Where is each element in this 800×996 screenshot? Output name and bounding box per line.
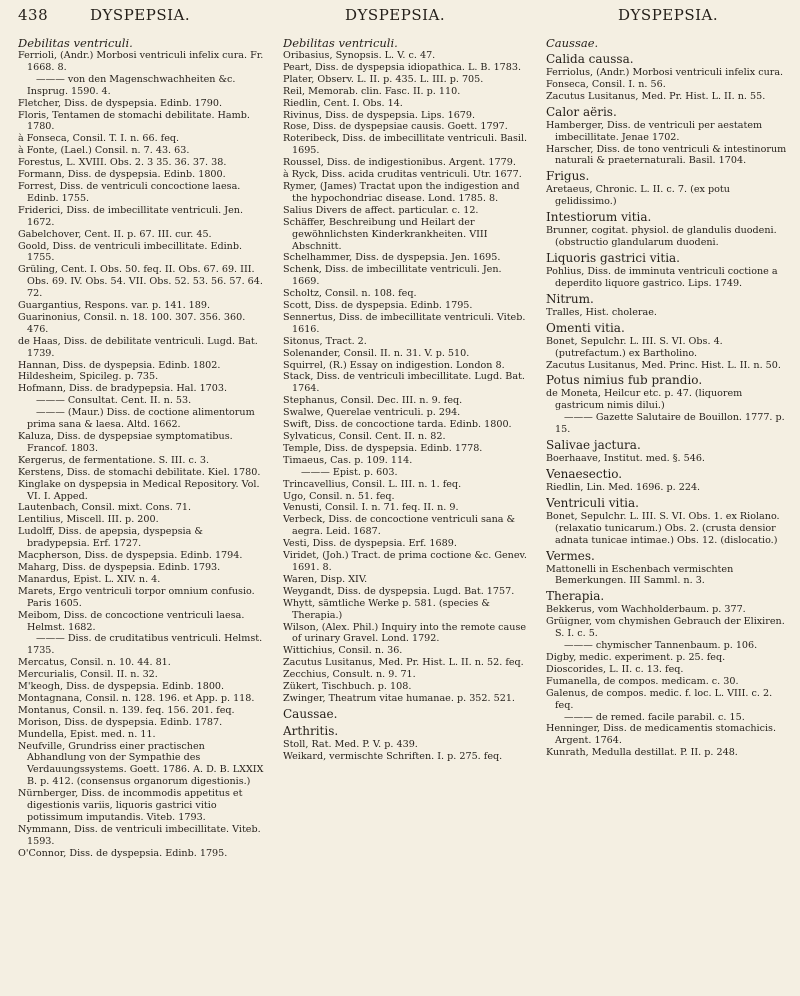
bibliography-entry: Dioscorides, L. II. c. 13. feq.: [546, 663, 684, 675]
bibliography-entry: Guarinonius, Consil. n. 18. 100. 307. 356. 360. 476.: [18, 311, 246, 335]
text-column-left: [18, 36, 266, 991]
bibliography-entry: Weikard, vermischte Schriften. I. p. 275. feq.: [283, 750, 503, 762]
bibliography-entry: Hofmann, Diss. de bradypepsia. Hal. 1703.: [18, 383, 228, 395]
bibliography-entry: Sitonus, Tract. 2.: [283, 335, 367, 347]
bibliography-entry: à Fonte, (Lael.) Consil. n. 7. 43. 63.: [18, 145, 190, 157]
bibliography-entry: ——— Consultat. Cent. II. n. 53.: [36, 395, 192, 407]
running-title-right: DYSPEPSIA.: [618, 6, 719, 24]
bibliography-entry: Lentilius, Miscell. III. p. 200.: [18, 514, 159, 526]
bibliography-entry: ——— von den Magenschwachheiten &c. Insprug. 1590. 4.: [27, 73, 236, 97]
bibliography-entry: Fonseca, Consil. I. n. 56.: [546, 78, 666, 90]
bibliography-entry: Hamberger, Diss. de ventriculi per aestatem imbecillitate. Jenae 1702.: [546, 119, 763, 143]
bibliography-entry: Scholtz, Consil. n. 108. feq.: [283, 288, 417, 300]
bibliography-entry: Mercurialis, Consil. II. n. 32.: [18, 669, 158, 681]
bibliography-entry: Reil, Memorab. clin. Fasc. II. p. 110.: [283, 85, 461, 97]
bibliography-entry: Riedlin, Lin. Med. 1696. p. 224.: [546, 481, 701, 493]
bibliography-entry: Bonet, Sepulchr. L. III. S. VI. Obs. 4. (putrefactum.) ex Bartholino.: [546, 335, 723, 359]
bibliography-entry: Ugo, Consil. n. 51. feq.: [283, 490, 395, 502]
bibliography-entry: à Fonseca, Consil. T. I. n. 66. feq.: [18, 133, 180, 145]
bibliography-entry: ——— Gazette Salutaire de Bouillon. 1777. p. 15.: [555, 412, 785, 436]
subject-heading: Calida caussa.: [546, 52, 634, 66]
bibliography-entry: Roteribeck, Diss. de imbecillitate ventriculi. Basil. 1695.: [283, 133, 528, 157]
bibliography-entry: Meibom, Diss. de concoctione ventriculi laesa. Helmst. 1682.: [18, 609, 245, 633]
bibliography-entry: Maharg, Diss. de dyspepsia. Edinb. 1793.: [18, 561, 221, 573]
bibliography-entry: à Ryck, Diss. acida cruditas ventriculi. Utr. 1677.: [283, 169, 522, 181]
bibliography-entry: Ferriolus, (Andr.) Morbosi ventriculi infelix cura.: [546, 67, 784, 78]
bibliography-entry: Stephanus, Consil. Dec. III. n. 9. feq.: [283, 395, 463, 407]
bibliography-entry: Squirrel, (R.) Essay on indigestion. London 8.: [283, 359, 505, 371]
bibliography-entry: Ludolff, Diss. de apepsia, dyspepsia & bradypepsia. Erf. 1727.: [18, 526, 203, 550]
bibliography-entry: Bekkerus, vom Wachholderbaum. p. 377.: [546, 604, 746, 616]
subject-heading: Nitrum.: [546, 291, 594, 306]
text-column-right: [546, 36, 792, 991]
running-title-left: DYSPEPSIA.: [90, 6, 191, 24]
bibliography-entry: O'Connor, Diss. de dyspepsia. Edinb. 1795.: [18, 847, 228, 859]
subject-heading: Potus nimius fub prandio.: [546, 373, 703, 388]
bibliography-entry: Henninger, Diss. de medicamentis stomachicis. Argent. 1764.: [546, 723, 777, 747]
bibliography-entry: M'keogh, Diss. de dyspepsia. Edinb. 1800.: [18, 681, 225, 693]
bibliography-entry: Kinglake on dyspepsia in Medical Repository. Vol. VI. I. Apped.: [18, 478, 260, 502]
bibliography-entry: Oribasius, Synopsis. L. V. c. 47.: [283, 50, 436, 61]
bibliography-entry: Wilson, (Alex. Phil.) Inquiry into the remote cause of urinary Gravel. Lond. 1792.: [283, 621, 527, 645]
bibliography-entry: Sennertus, Diss. de imbecillitate ventriculi. Viteb. 1616.: [283, 311, 526, 335]
bibliography-entry: Rose, Diss. de dyspepsiae causis. Goett. 1797.: [283, 121, 508, 133]
bibliography-entry: Macpherson, Diss. de dyspepsia. Edinb. 1794.: [18, 550, 243, 562]
bibliography-entry: Formann, Diss. de dyspepsia. Edinb. 1800.: [18, 169, 226, 181]
bibliography-entry: Zacutus Lusitanus, Med. Pr. Hist. L. II. n. 55.: [546, 90, 766, 102]
bibliography-entry: Salius Divers de affect. particular. c. 12.: [283, 204, 479, 216]
subject-heading: Ventriculi vitia.: [546, 495, 639, 510]
subject-heading: Vermes.: [546, 548, 595, 563]
bibliography-entry: Riedlin, Cent. I. Obs. 14.: [283, 97, 403, 109]
bibliography-entry: ——— de remed. facile parabil. c. 15.: [564, 711, 745, 723]
bibliography-entry: Boerhaave, Institut. med. §. 546.: [546, 453, 705, 465]
bibliography-entry: Zükert, Tischbuch. p. 108.: [283, 681, 412, 693]
subject-heading: Salivae jactura.: [546, 438, 641, 453]
bibliography-entry: Temple, Diss. de dyspepsia. Edinb. 1778.: [283, 442, 483, 454]
bibliography-entry: Zacutus Lusitanus, Med. Pr. Hist. L. II. n. 52. feq.: [283, 657, 524, 669]
subject-heading: Therapia.: [546, 589, 605, 604]
bibliography-entry: ——— (Maur.) Diss. de coctione alimentorum prima sana & laesa. Altd. 1662.: [27, 407, 255, 431]
bibliography-entry: Swalwe, Querelae ventriculi. p. 294.: [283, 407, 461, 419]
bibliography-entry: Montagnana, Consil. n. 128. 196. et App. p. 118.: [18, 692, 255, 704]
bibliography-entry: Kergerus, de fermentatione. S. III. c. 3.: [18, 454, 210, 466]
bibliography-entry: Fumanella, de compos. medicam. c. 30.: [546, 675, 739, 687]
subject-heading: Caussae.: [283, 706, 338, 721]
bibliography-entry: Weygandt, Diss. de dyspepsia. Lugd. Bat. 1757.: [283, 585, 515, 597]
subject-heading: Liquoris gastrici vitia.: [546, 250, 680, 265]
bibliography-entry: Aretaeus, Chronic. L. II. c. 7. (ex potu gelidissimo.): [546, 184, 730, 208]
bibliography-entry: Marets, Ergo ventriculi torpor omnium confusio. Paris 1605.: [18, 585, 255, 609]
bibliography-entry: Schenk, Diss. de imbecillitate ventriculi. Jen. 1669.: [283, 264, 502, 288]
bibliography-entry: Solenander, Consil. II. n. 31. V. p. 510.: [283, 347, 470, 359]
bibliography-entry: Neufville, Grundriss einer practischen Abhandlung von der Sympathie des Verdauungssystems. Goett. 1786. A. D. B. LXXIX B. p. 412. (consensus organorum digestionis.): [18, 740, 264, 788]
bibliography-entry: Friderici, Diss. de imbecillitate ventriculi. Jen. 1672.: [18, 204, 244, 228]
bibliography-entry: Montanus, Consil. n. 139. feq. 156. 201. feq.: [18, 704, 235, 716]
bibliography-entry: Plater, Observ. L. II. p. 435. L. III. p. 705.: [283, 73, 484, 85]
bibliography-entry: Trincavellius, Consil. L. III. n. 1. feq.: [283, 478, 462, 490]
bibliography-entry: Nymmann, Diss. de ventriculi imbecillitate. Viteb. 1593.: [18, 823, 261, 847]
bibliography-entry: Kunrath, Medulla destillat. P. II. p. 248.: [546, 747, 738, 759]
bibliography-entry: Venusti, Consil. I. n. 71. feq. II. n. 9.: [283, 502, 459, 514]
bibliography-entry: Rivinus, Diss. de dyspepsia. Lips. 1679.: [283, 109, 476, 121]
bibliography-entry: Whytt, sämtliche Werke p. 581. (species & Therapia.): [283, 597, 490, 621]
bibliography-entry: Guargantius, Respons. var. p. 141. 189.: [18, 300, 211, 312]
bibliography-entry: Nürnberger, Diss. de incommodis appetitus et digestionis variis, liquoris gastrici vitio potissimum imputandis. Viteb. 1793.: [18, 788, 243, 823]
bibliography-entry: Timaeus, Cas. p. 109. 114.: [283, 454, 413, 466]
bibliography-entry: Forrest, Diss. de ventriculi concoctione laesa. Edinb. 1755.: [18, 180, 241, 204]
running-title-center: DYSPEPSIA.: [345, 6, 446, 24]
bibliography-entry: Grüling, Cent. I. Obs. 50. feq. II. Obs. 67. 69. III. Obs. 69. IV. Obs. 54. VII. Obs. 52. 53. 56. 57. 64. 72.: [18, 264, 263, 300]
section-heading: Debilitas ventriculi.: [18, 36, 133, 50]
bibliography-entry: Wittichius, Consil. n. 36.: [283, 645, 403, 657]
bibliography-entry: Gabelchover, Cent. II. p. 67. III. cur. 45.: [18, 228, 212, 240]
bibliography-entry: de Moneta, Heilcur etc. p. 47. (liquorem gastricum nimis dilui.): [546, 388, 743, 412]
bibliography-entry: Vesti, Diss. de dyspepsia. Erf. 1689.: [283, 538, 457, 550]
bibliography-entry: Ferrioli, (Andr.) Morbosi ventriculi infelix cura. Fr. 1668. 8.: [18, 50, 264, 73]
bibliography-entry: Mattonelli in Eschenbach vermischten Bemerkungen. III Samml. n. 3.: [546, 563, 734, 587]
bibliography-entry: Scott, Diss. de dyspepsia. Edinb. 1795.: [283, 300, 473, 312]
bibliography-entry: Schelhammer, Diss. de dyspepsia. Jen. 1695.: [283, 252, 501, 264]
bibliography-entry: Galenus, de compos. medic. f. loc. L. VIII. c. 2. feq.: [546, 687, 773, 711]
bibliography-entry: Zecchius, Consult. n. 9. 71.: [283, 669, 416, 681]
bibliography-entry: Waren, Disp. XIV.: [283, 573, 368, 585]
subject-heading: Intestiorum vitia.: [546, 210, 652, 225]
bibliography-entry: Tralles, Hist. cholerae.: [546, 306, 657, 318]
bibliography-entry: Lautenbach, Consil. mixt. Cons. 71.: [18, 502, 192, 514]
bibliography-entry: Hildesheim, Spicileg. p. 735.: [18, 371, 159, 383]
section-heading: Caussae.: [546, 36, 599, 50]
subject-heading: Omenti vitia.: [546, 320, 625, 335]
bibliography-entry: Swift, Diss. de concoctione tarda. Edinb. 1800.: [283, 419, 512, 431]
bibliography-entry: Viridet, (Joh.) Tract. de prima coctione &c. Genev. 1691. 8.: [283, 550, 527, 573]
bibliography-entry: Sylvaticus, Consil. Cent. II. n. 82.: [283, 431, 446, 442]
page-number: 438: [18, 6, 49, 24]
subject-heading: Venaesectio.: [546, 466, 623, 481]
subject-heading: Arthritis.: [283, 723, 339, 738]
bibliography-entry: Mundella, Epist. med. n. 11.: [18, 728, 156, 740]
bibliography-entry: Pohlius, Diss. de imminuta ventriculi coctione a deperdito liquore gastrico. Lips. 1749.: [546, 265, 778, 289]
bibliography-entry: Verbeck, Diss. de concoctione ventriculi sana & aegra. Leid. 1687.: [283, 514, 516, 538]
running-header: [0, 6, 800, 30]
bibliography-entry: Schäffer, Beschreibung und Heilart der gewöhnlichsten Kinderkrankheiten. VIII Abschnitt.: [283, 216, 488, 252]
bibliography-entry: Morison, Diss. de dyspepsia. Edinb. 1787.: [18, 716, 223, 728]
bibliography-entry: Stoll, Rat. Med. P. V. p. 439.: [283, 738, 418, 750]
bibliography-entry: Kerstens, Diss. de stomachi debilitate. Kiel. 1780.: [18, 466, 261, 478]
bibliography-entry: Rymer, (James) Tractat upon the indigestion and the hypochondriac disease. Lond. 1785. 8.: [283, 180, 520, 204]
section-heading: Debilitas ventriculi.: [283, 36, 398, 50]
bibliography-entry: Kaluza, Diss. de dyspepsiae symptomatibus. Francof. 1803.: [18, 431, 233, 454]
bibliography-entry: Harscher, Diss. de tono ventriculi & intestinorum naturali & praeternaturali. Basil. 1704.: [546, 143, 787, 167]
subject-heading: Calor aëris.: [546, 104, 617, 119]
bibliography-entry: Goold, Diss. de ventriculi imbecillitate. Edinb. 1755.: [18, 240, 243, 264]
bibliography-entry: Hannan, Diss. de dyspepsia. Edinb. 1802.: [18, 359, 221, 371]
bibliography-entry: Digby, medic. experiment. p. 25. feq.: [546, 652, 726, 663]
text-column-middle: [283, 36, 528, 991]
bibliography-entry: ——— chymischer Tannenbaum. p. 106.: [564, 640, 758, 652]
bibliography-entry: Manardus, Epist. L. XIV. n. 4.: [18, 573, 161, 585]
bibliography-entry: Grüigner, vom chymishen Gebrauch der Elixiren. S. I. c. 5.: [546, 616, 785, 640]
bibliography-entry: ——— Epist. p. 603.: [301, 466, 398, 478]
bibliography-entry: de Haas, Diss. de debilitate ventriculi. Lugd. Bat. 1739.: [18, 335, 258, 359]
bibliography-entry: Brunner, cogitat. physiol. de glandulis duodeni. (obstructio glandularum duodeni.: [546, 225, 777, 249]
bibliography-entry: Zacutus Lusitanus, Med. Princ. Hist. L. II. n. 50.: [546, 359, 781, 371]
subject-heading: Frigus.: [546, 169, 590, 184]
bibliography-entry: Zwinger, Theatrum vitae humanae. p. 352. 521.: [283, 692, 515, 704]
bibliography-entry: Bonet, Sepulchr. L. III. S. VI. Obs. 1. ex Riolano. (relaxatio tunicarum.) Obs. 2. (crusta densior adnata tunicae intimae.) Obs. 12. (dislocatio.): [546, 510, 780, 546]
bibliography-entry: Fletcher, Diss. de dyspepsia. Edinb. 1790.: [18, 97, 223, 109]
bibliography-entry: Forestus, L. XVIII. Obs. 2. 3 35. 36. 37. 38.: [18, 157, 227, 169]
bibliography-entry: Stack, Diss. de ventriculi imbecillitate. Lugd. Bat. 1764.: [283, 371, 525, 395]
bibliography-entry: Peart, Diss. de dyspepsia idiopathica. L. B. 1783.: [283, 61, 522, 73]
bibliography-entry: Roussel, Diss. de indigestionibus. Argent. 1779.: [283, 157, 516, 169]
bibliography-entry: ——— Diss. de cruditatibus ventriculi. Helmst. 1735.: [27, 633, 263, 657]
bibliography-entry: Floris, Tentamen de stomachi debilitate. Hamb. 1780.: [18, 109, 250, 133]
bibliography-entry: Mercatus, Consil. n. 10. 44. 81.: [18, 657, 171, 669]
